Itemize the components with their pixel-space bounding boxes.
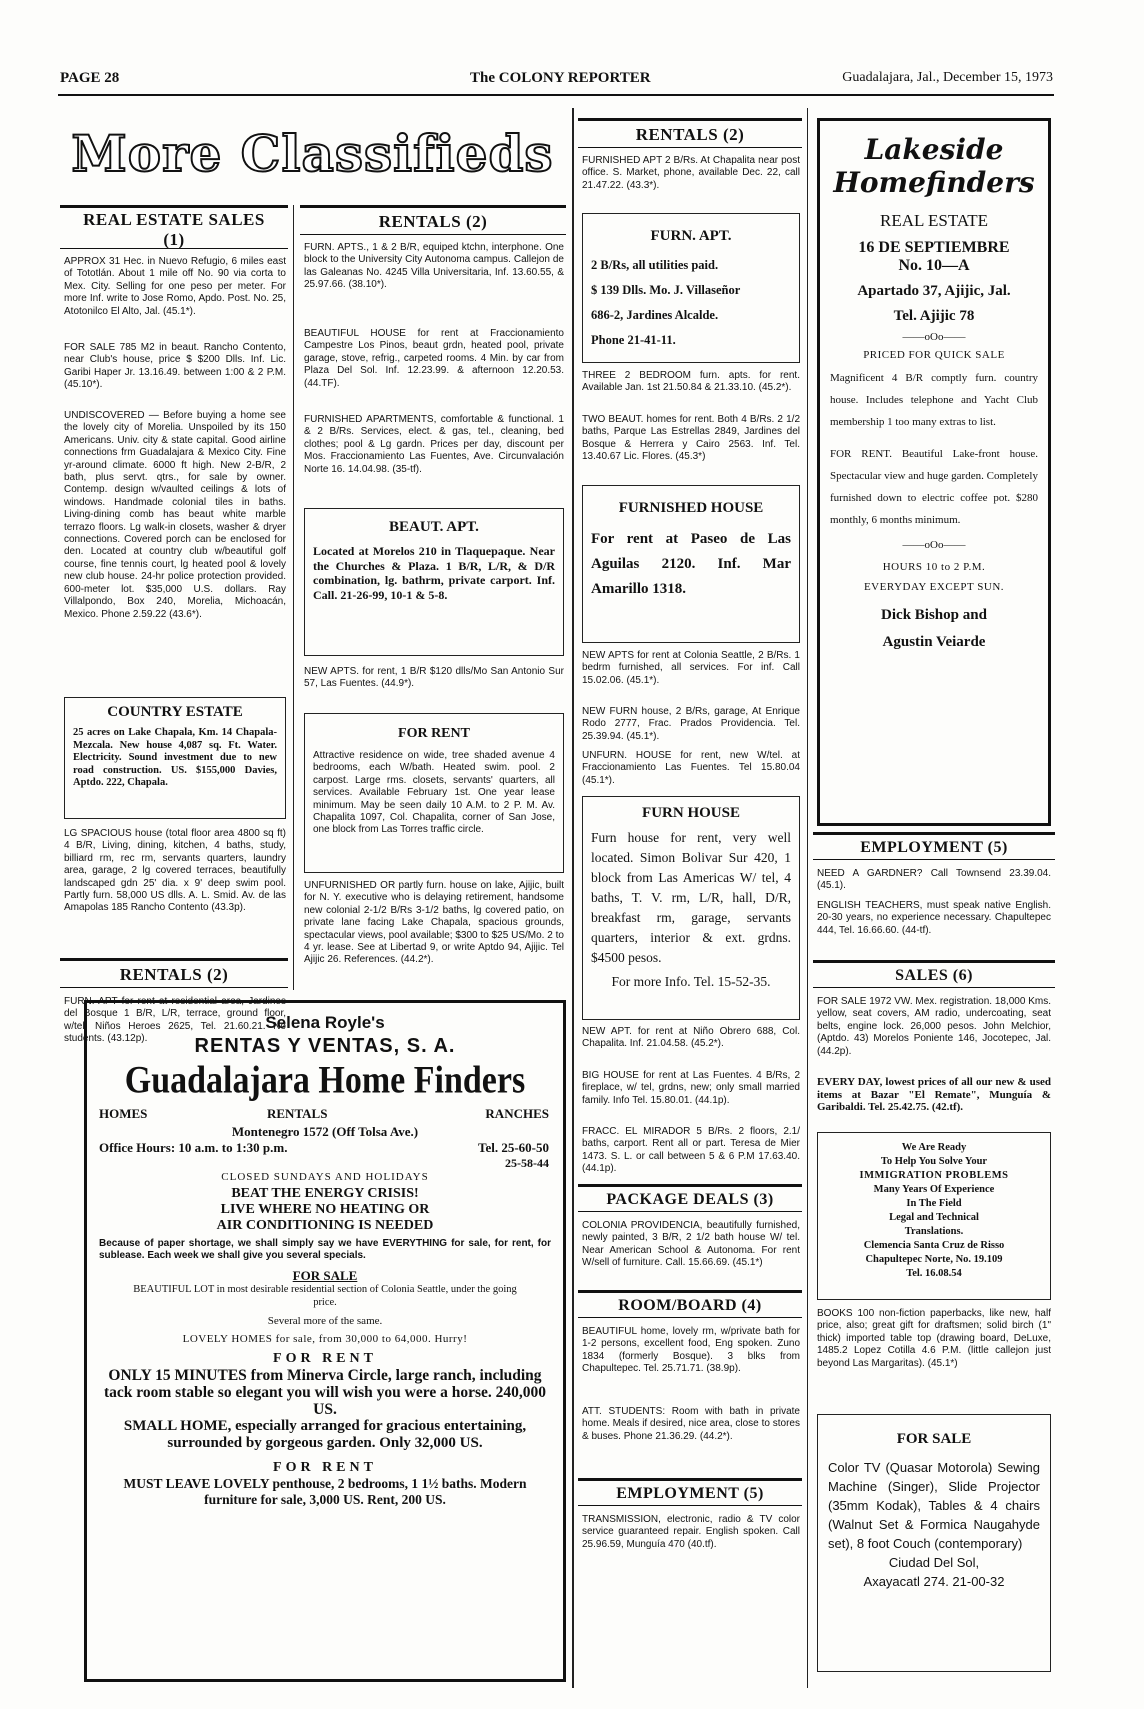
energy-line-2: LIVE WHERE NO HEATING OR — [220, 1202, 430, 1217]
closed-notice: CLOSED SUNDAYS AND HOLIDAYS — [221, 1171, 429, 1183]
real-estate-sales-heading — [60, 205, 288, 249]
ornament-divider: ——oOo—— — [902, 331, 966, 343]
classified-ad: EVERY DAY, lowest prices of all our new & used items at Bazar "El Remate", Munguía & Garibaldi. Tel. 25.42.75. (42.tf). — [817, 1076, 1051, 1113]
classified-ad: FURNISHED APARTMENTS, comfortable & functional. 1 & 2 B/Rs. Services, elect. & gas, tel., cleaning, bed clothes; pool & Lg gardn. Prices per day, discount per Mos. Fraccionamiento Las Fuentes, Ave. Circunvalación Norte 16. 14.04.98. (35-tf). — [304, 414, 564, 475]
furnished-house-box — [582, 485, 800, 643]
everyday-label: EVERYDAY EXCEPT SUN. — [863, 581, 1005, 593]
classified-ad: LG SPACIOUS house (total floor area 4800 sq ft) 4 B/R, Living, dining, kitchen, 4 baths, study, billiard rm, rec rm, servants quarters, laundry area, garage, 2 lg covered terraces, beautifully landscaped gdn 25' dia. x 9' deep swim pool. Partly furn. 58,000 US dlls. A. L. Smid. Av. de las Amapolas 185 Rancho Contento (43.3p). — [64, 828, 286, 914]
classified-ad: BEAUTIFUL HOUSE for rent at Fraccionamiento Campestre Los Pinos, beaut grdn, heated pool, private garage, stove, refrig., carpeted rooms. 4 Min. by car from Plaza Del Sol. Inf. 12.23.99. & afternoon 12.20.53. (44.TF). — [304, 328, 564, 389]
box-text: Located at Morelos 210 in Tlaquepaque. Near the Churches & Plaza. 1 B/R, L/R, & D/R combination, lg. bathrm, private carport. Inf. Call. 21-26-99, 10-1 & 5-8. — [313, 544, 555, 602]
immigration-line: In The Field — [906, 1198, 962, 1209]
ad-line-company: RENTAS Y VENTAS, S. A. — [194, 1035, 456, 1057]
address-line-2: No. 10—A — [898, 257, 970, 274]
package-deals-heading: PACKAGE DEALS (3) — [578, 1184, 802, 1212]
category-ranches: RANCHES — [485, 1106, 549, 1121]
priced-label: PRICED FOR QUICK SALE — [863, 349, 1005, 361]
furn-apt-line: 686-2, Jardines Alcalde. — [591, 308, 719, 322]
box-text — [583, 245, 799, 353]
immigration-line: Clemencia Santa Cruz de Risso — [863, 1240, 1005, 1251]
dateline: Guadalajara, Jal., December 15, 1973 — [842, 70, 1053, 85]
classified-ad: THREE 2 BEDROOM furn. apts. for rent. Available Jan. 1st 21.50.84 & 21.33.10. (45.2*). — [582, 370, 800, 394]
rentals-heading: RENTALS (2) — [300, 205, 566, 235]
rentals-heading: RENTALS (2) — [60, 958, 288, 988]
box-heading: FURN. APT. — [650, 228, 732, 244]
employment-heading: EMPLOYMENT (5) — [578, 1478, 802, 1506]
immigration-ad — [817, 1132, 1051, 1300]
several-more: Several more of the same. — [267, 1315, 383, 1327]
classified-ad: FURNISHED APT 2 B/Rs. At Chapalita near post office. S. Market, phone, available Dec. 22, call 21.47.22. (43.3*). — [582, 155, 800, 191]
furn-apt-line: Phone 21-41-11. — [591, 333, 676, 347]
classified-ad: BEAUTIFUL home, lovely rm, w/private bath for 1-2 persons, excellent food, Eng spoken. Zuno 1834 (formerly Bosque). 3 blks from Chapultepec. Tel. 25.71.71. (38.9p). — [582, 1326, 800, 1375]
classified-ad: NEW APTS. for rent, 1 B/R $120 dlls/Mo San Antonio Sur 57, Las Fuentes. (44.9*). — [304, 666, 564, 690]
header-rule — [58, 94, 1054, 96]
immigration-line: Chapultepec Norte, No. 19.109 — [865, 1254, 1003, 1265]
energy-line-1: BEAT THE ENERGY CRISIS! — [231, 1186, 419, 1201]
lakeside-tel: Tel. Ajijic 78 — [893, 308, 975, 324]
rentals-heading: RENTALS (2) — [578, 118, 802, 148]
magnificent-listing: Magnificent 4 B/R comptly furn. country house. Includes telephone and Yacht Club membership 1 too many extras to list. — [830, 372, 1038, 428]
for-sale-box — [817, 1414, 1051, 1672]
box-text: Attractive residence on wide, tree shaded avenue 4 bedrooms, each W/bath. Heated swim. pool. 2 carpost. Large rms. closets, servants' quarters, all services. Available February 1st. One year lease minimum. May be seen daily 10 A.M. to 2 P. M. Av. Chapalita 1097, Col. Chapalita, corner of San Jose, one block from Las Torres traffic circle. — [313, 750, 555, 836]
box-heading: FOR SALE — [896, 1431, 972, 1447]
beaut-apt-box — [304, 508, 564, 656]
classified-ad: ATT. STUDENTS: Room with bath in private home. Meals if desired, nice area, close to stores & buses. Phone 21.36.29. (44.2*). — [582, 1406, 800, 1442]
ad-line-owner: Selena Royle's — [265, 1013, 385, 1032]
classified-ad: NEW APT. for rent at Niño Obrero 688, Col. Chapalita. Inf. 21.04.58. (45.2*). — [582, 1026, 800, 1050]
classified-ad: FOR SALE 785 M2 in beaut. Rancho Contento, near Club's house, price $ $200 Dlls. Inf. Lic. Garibi Haper Jr. 13.16.49. between 1:00 & 2 P.M. (45.10*). — [64, 342, 286, 391]
section-title: More Classifieds — [71, 124, 554, 183]
category-rentals: RENTALS — [267, 1106, 328, 1121]
classified-ad: FOR SALE 1972 VW. Mex. registration. 18,000 Kms. yellow, seat covers, AM radio, undercoating, seat belts, engine lock. 26,000 pesos. John Melchior, (Aptdo. 43) Morelos Poniente 146, Jocotepec, Jal. (44.2p). — [817, 996, 1051, 1057]
heading-label: REAL ESTATE SALES — [83, 210, 265, 229]
classified-ad: TWO BEAUT. homes for rent. Both 4 B/Rs. 2 1/2 baths, Parque Las Estrellas 2849, Jardines del Bosque & Herrera y Cairo 2563. Inf. Tel. 13.40.67 Lic. Flores. (45.3*) — [582, 414, 800, 463]
lakefront-listing: FOR RENT. Beautiful Lake-front house. Spectacular view and huge garden. Completely furnished down to electric coffee pot. $280 monthly, 6 months minimum. — [830, 448, 1038, 526]
apartado: Apartado 37, Ajijic, Jal. — [857, 283, 1011, 299]
ad-hours-row — [87, 1140, 563, 1158]
lot-listing: BEAUTIFUL LOT in most desirable residential section of Colonia Seattle, under the going price. — [133, 1284, 517, 1308]
country-estate-box — [64, 697, 286, 819]
immigration-line: Legal and Technical — [889, 1212, 979, 1223]
classified-ad: ENGLISH TEACHERS, must speak native English. 20-30 years, no experience necessary. Chapultepec 444, Tel. 16.66.60. (44-tf). — [817, 900, 1051, 936]
immigration-line: Tel. 16.08.54 — [906, 1268, 962, 1279]
address-line-1: 16 DE SEPTIEMBRE — [858, 239, 1010, 256]
classified-ad: TRANSMISSION, electronic, radio & TV color service guaranteed repair. English spoken. Call 25.96.59, Munguía 470 (40.tf). — [582, 1514, 800, 1550]
lakeside-title-2: Homefinders — [833, 166, 1035, 199]
box-text: 25 acres on Lake Chapala, Km. 14 Chapala-Mezcala. New house 4,087 sq. Ft. Water. Electricity. Sound investment due to new road construction. US. $155,000 Davies, Aptdo. 222, Chapala. — [73, 727, 277, 788]
immigration-line: To Help You Solve Your — [880, 1156, 988, 1167]
column-rule — [572, 108, 574, 1688]
energy-line-3: AIR CONDITIONING IS NEEDED — [216, 1218, 434, 1233]
classified-ad: NEW FURN house, 2 B/Rs, garage, At Enrique Rodo 2777, Frac. Prados Providencia. Tel. 25.39.94. (45.1*). — [582, 706, 800, 742]
category-homes: HOMES — [99, 1106, 148, 1121]
classified-ad: UNFURNISHED OR partly furn. house on lake, Ajijic, built for N. Y. executive who is delaying retirement, handsome new colonial 2-1/2 B/Rs 3-1/2 baths, lg covered patio, on private lane facing Lake Chapala, spacious grounds, spectacular views, pool available; $300 to $25 US/Mo. 2 to 4 yr. lease. See at Libertad 9, or write Aptdo 94, Ajijic. Tel Ajijic 26. References. (44.2*). — [304, 880, 564, 966]
box-text: Furn house for rent, very well located. Simon Bolivar Sur 420, 1 block from Las Americas W/ tel, 4 baths, T. V. rm, L/R, hall, D/R, breakfast rm, garage, servants quarters, interior & ext. grdns. $4500 pesos. — [591, 830, 791, 965]
penthouse-listing: MUST LEAVE LOVELY penthouse, 2 bedrooms, 1 1½ baths. Modern furniture for sale, 3,000 US. Rent, 200 US. — [123, 1476, 527, 1507]
ad-line-headline: Guadalajara Home Finders — [124, 1059, 526, 1102]
immigration-line: We Are Ready — [901, 1142, 967, 1153]
classified-ad: FURN. APTS., 1 & 2 B/R, equiped ktchn, interphone. One block to the University City Autonoma campus. Callejon de las Galeanas No. 4245 Villa Universitaria, Inf. 13.60.55, & 25.97.66. (38.10*). — [304, 242, 564, 291]
agent-names-2: Agustin Veiarde — [882, 634, 986, 650]
home-finders-ad — [84, 1000, 566, 1682]
newspaper-name: The COLONY REPORTER — [470, 70, 651, 86]
box-text: For rent at Paseo de Las Aguilas 2120. Inf. Mar Amarillo 1318. — [591, 531, 791, 597]
box-heading: BEAUT. APT. — [389, 519, 479, 535]
hours-label: HOURS 10 to 2 P.M. — [882, 561, 986, 573]
furn-apt-line: 2 B/Rs, all utilities paid. — [591, 258, 719, 272]
classified-ad: UNDISCOVERED — Before buying a home see the lovely city of Morelia. Unspoiled by its 150 Americans. Univ. city & state capital. Good airline connections frm Guadalajara & Mexico City. Fine yr-around climate. 6000 ft high. New 2-B/R, 2 bath, plus servt. qtrs., for sale by owner. Contemp. design w/vaulted ceilings & lots of windows. Handmade colonial tiles in baths. Living-dining comb has beaut white marble terrazo floors. Lg walk-in closets, washer & dryer connections. Covered porch can be enclosed for den. Located at country club w/beautiful golf course, fine tennis court, lg heated pool & lovely new club house. 24-hr police protection provided. 600-meter lot. $35,000 U.S. dollars. Ray Villalpondo, Box 240, Morelia, Michoacán, Mexico. Phone 2.59.22 (43.6*). — [64, 410, 286, 620]
classified-ad: FURN. APT for rent at residential area, Jardines del Bosque 1 B/R, L/R, terrace, ground floor, w/tel. Niños Heroes 2625, Tel. 21.60.21. No students. (43.12p). — [64, 996, 286, 1045]
classified-ad: NEED A GARDNER? Call Townsend 23.39.04. (45.1). — [817, 868, 1051, 892]
classified-ad: BIG HOUSE for rent at Las Fuentes. 4 B/Rs, 2 fireplace, w/ tel, grdns, new; only small married family. Info Tel. 15.80.01. (44.1p). — [582, 1070, 800, 1106]
box-text: Color TV (Quasar Motorola) Sewing Machine (Singer), Slide Projector (35mm Kodak), Tables & 4 chairs (Walnut Set & Formica Naugahyde set), 8 foot Couch (contemporary) — [828, 1460, 1040, 1551]
immigration-line: Translations. — [904, 1226, 964, 1237]
for-rent-heading: FOR RENT — [273, 1351, 377, 1366]
immigration-line: IMMIGRATION PROBLEMS — [859, 1170, 1009, 1181]
for-rent-heading-2: FOR RENT — [273, 1460, 377, 1475]
classified-ad: NEW APTS for rent at Colonia Seattle, 2 B/Rs. 1 bedrm furnished, all services. For inf. Call 15.02.06. (45.1*). — [582, 650, 800, 686]
immigration-line: Many Years Of Experience — [873, 1184, 995, 1195]
classified-ad: COLONIA PROVIDENCIA, beautifully furnished, newly painted, 3 B/R, 2 1/2 bath house W/ tel. Near American School & Autonoma. For rent W/sell of furniture. Call. 15.66.69. (45.1*) — [582, 1220, 800, 1269]
classified-ad: FRACC. EL MIRADOR 5 B/Rs. 2 floors, 2.1/ baths, carport. Rent all or part. Teresa de Mier 1473. S. L. or call between 5 & 6 P.M 17.63.40. (44.1p). — [582, 1126, 800, 1175]
office-hours: Office Hours: 10 a.m. to 1:30 p.m. — [99, 1140, 288, 1155]
box-heading: FURNISHED HOUSE — [618, 500, 764, 516]
small-home-listing: SMALL HOME, especially arranged for gracious entertaining, surrounded by gorgeous garden. Only 32,000 US. — [123, 1418, 527, 1451]
for-sale-heading: FOR SALE — [292, 1268, 358, 1283]
box-heading: FURN HOUSE — [642, 805, 740, 821]
ad-address: Montenegro 1572 (Off Tolsa Ave.) — [231, 1124, 419, 1139]
column-rule — [293, 205, 294, 990]
real-estate-label: REAL ESTATE — [879, 211, 989, 230]
furn-house-box — [582, 796, 800, 1020]
employment-heading: EMPLOYMENT (5) — [813, 832, 1055, 860]
classified-ad: BOOKS 100 non-fiction paperbacks, like new, half price, also; great gift for draftsmen; solid birch (1" thick) imported table top (drawing board, DeLuxe, 1485.2 Lopez Cotilla 4.6 P.M. (little callejon just beyond Las Margaritas). (45.1*) — [817, 1308, 1051, 1369]
furn-apt-box — [582, 213, 800, 363]
classified-ad: APPROX 31 Hec. in Nuevo Refugio, 6 miles east of Tototlán. About 1 mile off No. 90 via corta to Mex. City. Selling for one peso per meter. For more Inf. write to Jose Romo, Apdo. Post. No. 25, Atotonilco El Alto, Jal. (45.1*). — [64, 256, 286, 317]
ad-categories — [87, 1106, 563, 1126]
office-tel-2: 25-58-44 — [505, 1156, 549, 1170]
agent-names-1: Dick Bishop and — [881, 607, 987, 623]
lakeside-title-1: Lakeside — [864, 133, 1004, 166]
classified-ad: UNFURN. HOUSE for rent, new W/tel. at Fraccionamiento Las Fuentes. Tel 15.80.04 (45.1*). — [582, 750, 800, 786]
box-info: For more Info. Tel. 15-52-35. — [611, 974, 771, 989]
box-city: Ciudad Del Sol, — [888, 1555, 980, 1570]
column-rule — [807, 108, 808, 1688]
ranch-listing: ONLY 15 MINUTES from Minerva Circle, large ranch, including tack room stable so elegant you will wish you were a horse. 240,000 US. — [103, 1367, 547, 1418]
office-tel: Tel. 25-60-50 — [477, 1140, 549, 1155]
box-address: Axayacatl 274. 21-00-32 — [863, 1574, 1005, 1589]
box-heading: COUNTRY ESTATE — [107, 704, 243, 720]
room-board-heading: ROOM/BOARD (4) — [578, 1290, 802, 1318]
paper-shortage-note: Because of paper shortage, we shall simply say we have EVERYTHING for sale, for rent, for sublease. Each week we shall give you several specials. — [99, 1238, 551, 1261]
sales-heading: SALES (6) — [813, 960, 1055, 988]
furn-apt-line: $ 139 Dlls. Mo. J. Villaseñor — [591, 283, 741, 297]
lovely-homes: LOVELY HOMES for sale, from 30,000 to 64,000. Hurry! — [182, 1333, 468, 1345]
for-rent-box — [304, 713, 564, 873]
box-heading: FOR RENT — [398, 726, 470, 741]
page-number: PAGE 28 — [60, 70, 120, 86]
ornament-divider-2: ——oOo—— — [902, 539, 966, 551]
heading-number: (1) — [163, 230, 185, 249]
lakeside-homefinders-ad — [817, 118, 1051, 826]
